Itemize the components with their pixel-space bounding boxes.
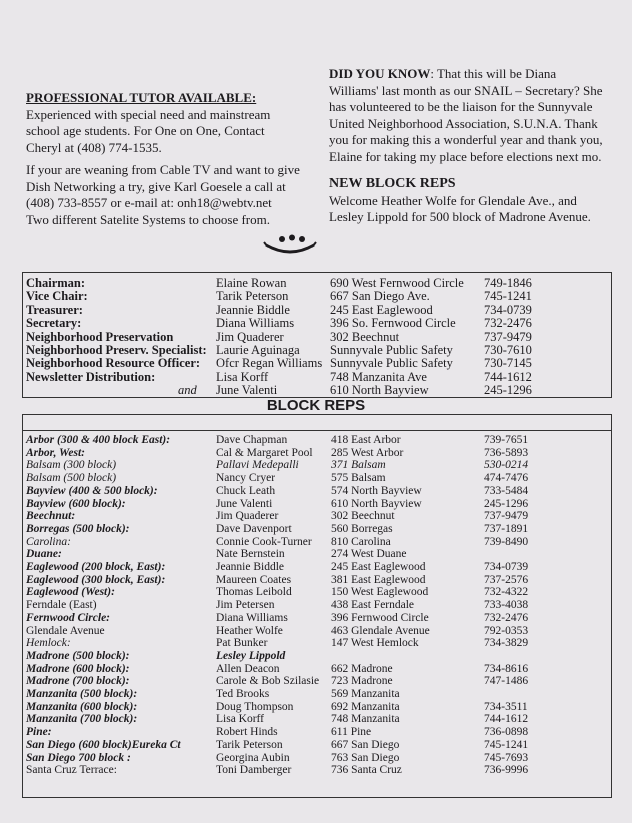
block-rep-phone: 732-2476 bbox=[484, 611, 529, 624]
block-rep-address: 748 Manzanita bbox=[331, 713, 400, 726]
block-rep-address: 723 Madrone bbox=[331, 675, 393, 688]
block-rep-name: Cal & Margaret Pool bbox=[216, 446, 313, 459]
block-rep-name: Heather Wolfe bbox=[216, 624, 283, 637]
block-rep-area: Duane: bbox=[26, 548, 62, 561]
block-rep-name: Nancy Cryer bbox=[216, 472, 276, 485]
block-rep-row bbox=[23, 498, 611, 511]
tutor-ad bbox=[26, 90, 301, 156]
block-rep-address: 611 Pine bbox=[331, 726, 372, 739]
block-rep-name: Pat Bunker bbox=[216, 637, 268, 650]
block-rep-area: Manzanita (700 block): bbox=[26, 713, 138, 726]
block-rep-area: Madrone (500 block): bbox=[26, 649, 130, 662]
officer-phone: 730-7610 bbox=[484, 343, 532, 357]
block-rep-phone: 745-1241 bbox=[484, 738, 529, 751]
officer-role: Neighborhood Preservation bbox=[26, 329, 174, 344]
block-rep-phone: 734-3511 bbox=[484, 700, 528, 713]
officer-address: 690 West Fernwood Circle bbox=[330, 276, 464, 290]
block-rep-phone: 734-3829 bbox=[484, 637, 529, 650]
block-rep-name: Dave Davenport bbox=[216, 522, 292, 535]
block-rep-area: Pine: bbox=[26, 726, 52, 739]
block-rep-name: Pallavi Medepalli bbox=[216, 459, 299, 472]
block-rep-name: Tarik Peterson bbox=[216, 738, 283, 751]
block-rep-address: 575 Balsam bbox=[331, 472, 386, 485]
block-rep-area: Arbor, West: bbox=[26, 446, 86, 459]
officer-role: Vice Chair: bbox=[26, 289, 88, 304]
dyk-heading: DID YOU KNOW bbox=[329, 66, 431, 81]
block-rep-phone: 245-1296 bbox=[484, 497, 529, 510]
tutor-line-3: Cheryl at (408) 774-1535. bbox=[26, 139, 162, 155]
block-rep-name: Doug Thompson bbox=[216, 700, 294, 713]
block-rep-name: Lesley Lippold bbox=[216, 649, 286, 662]
officer-phone: 245-1296 bbox=[484, 383, 532, 398]
block-rep-address: 574 North Bayview bbox=[331, 484, 422, 497]
block-rep-address: 610 North Bayview bbox=[331, 497, 422, 510]
new-reps-line-1: Welcome Heather Wolfe for Glendale Ave., and bbox=[329, 192, 577, 208]
block-rep-row bbox=[23, 447, 611, 460]
block-rep-phone: 530-0214 bbox=[484, 459, 529, 472]
block-rep-row bbox=[23, 561, 611, 574]
tutor-heading: PROFESSIONAL TUTOR AVAILABLE: bbox=[26, 90, 257, 105]
block-rep-address: 147 West Hemlock bbox=[331, 637, 419, 650]
block-rep-phone: 737-1891 bbox=[484, 522, 529, 535]
block-rep-row bbox=[23, 701, 611, 714]
block-rep-area: San Diego (600 block)Eureka Ct bbox=[26, 738, 181, 751]
officer-address: 610 North Bayview bbox=[330, 383, 429, 398]
dyk-line-2: Williams' last month as our SNAIL – Secretary? She bbox=[329, 82, 603, 98]
block-rep-name: Ted Brooks bbox=[216, 688, 270, 700]
block-rep-area: Manzanita (600 block): bbox=[26, 700, 138, 713]
block-rep-area: San Diego 700 block : bbox=[26, 751, 131, 764]
block-rep-row bbox=[23, 752, 611, 765]
block-reps-table bbox=[22, 414, 612, 798]
block-rep-phone: 792-0353 bbox=[484, 624, 529, 637]
block-rep-row bbox=[23, 764, 611, 777]
block-rep-address: 150 West Eaglewood bbox=[331, 586, 429, 599]
dish-ad bbox=[26, 162, 301, 228]
block-rep-area: Manzanita (500 block): bbox=[26, 688, 138, 700]
block-rep-area: Borregas (500 block): bbox=[26, 522, 130, 535]
officer-role: and bbox=[178, 383, 197, 398]
officer-address: Sunnyvale Public Safety bbox=[330, 356, 453, 371]
officer-address: Sunnyvale Public Safety bbox=[330, 343, 453, 357]
dyk-line-6: Elaine for taking my place before elections next mo. bbox=[329, 148, 602, 164]
block-rep-area: Madrone (600 block): bbox=[26, 662, 130, 675]
block-rep-row bbox=[23, 726, 611, 739]
block-rep-address: 285 West Arbor bbox=[331, 446, 404, 459]
block-reps-divider bbox=[23, 415, 611, 431]
block-rep-address: 692 Manzanita bbox=[331, 700, 400, 713]
block-rep-phone: 734-0739 bbox=[484, 561, 529, 573]
block-rep-name: Robert Hinds bbox=[216, 726, 278, 739]
block-rep-area: Eaglewood (300 block, East): bbox=[26, 573, 166, 586]
officers-table bbox=[22, 272, 612, 398]
officer-address: 396 So. Fernwood Circle bbox=[330, 316, 456, 331]
block-rep-address: 463 Glendale Avenue bbox=[331, 624, 430, 637]
dish-line-2: Dish Networking a try, give Karl Goesele a call at bbox=[26, 178, 286, 194]
block-rep-row bbox=[23, 523, 611, 536]
block-rep-phone: 733-4038 bbox=[484, 599, 529, 612]
block-rep-name: Nate Bernstein bbox=[216, 548, 285, 561]
smiley-face-icon bbox=[262, 233, 318, 257]
officer-name: Tarik Peterson bbox=[216, 289, 289, 304]
block-rep-address: 438 East Ferndale bbox=[331, 599, 415, 612]
block-rep-name: Dave Chapman bbox=[216, 434, 288, 446]
block-rep-address: 810 Carolina bbox=[331, 535, 391, 548]
block-rep-row bbox=[23, 459, 611, 472]
block-rep-phone: 737-2576 bbox=[484, 573, 529, 586]
block-rep-phone: 744-1612 bbox=[484, 713, 529, 726]
block-rep-area: Bayview (600 block): bbox=[26, 497, 126, 510]
officer-address: 302 Beechnut bbox=[330, 329, 400, 344]
block-rep-row bbox=[23, 625, 611, 638]
officer-role: Chairman: bbox=[26, 276, 86, 290]
dish-line-3: (408) 733-8557 or e-mail at: onh18@webtv.net bbox=[26, 195, 272, 210]
officer-name: Jim Quaderer bbox=[216, 329, 284, 344]
block-rep-name: Chuck Leath bbox=[216, 484, 276, 497]
block-rep-row bbox=[23, 510, 611, 523]
block-rep-area: Balsam (500 block) bbox=[26, 472, 117, 485]
block-rep-phone: 745-7693 bbox=[484, 751, 529, 764]
block-rep-row bbox=[23, 739, 611, 752]
block-rep-name: Diana Williams bbox=[216, 611, 288, 624]
new-reps-line-2: Lesley Lippold for 500 block of Madrone Avenue. bbox=[329, 209, 591, 224]
officer-name: Diana Williams bbox=[216, 316, 295, 331]
block-rep-name: June Valenti bbox=[216, 497, 273, 510]
block-rep-address: 763 San Diego bbox=[331, 751, 400, 764]
officer-name: Jeannie Biddle bbox=[216, 302, 290, 317]
block-rep-address: 274 West Duane bbox=[331, 548, 407, 561]
dish-line-4: Two different Satelite Systems to choose from. bbox=[26, 211, 270, 227]
block-rep-name: Lisa Korff bbox=[216, 713, 265, 726]
block-rep-row bbox=[23, 637, 611, 650]
officer-role: Newsletter Distribution: bbox=[26, 369, 156, 384]
block-rep-row bbox=[23, 472, 611, 485]
new-reps-heading: NEW BLOCK REPS bbox=[329, 176, 456, 191]
dyk-line-5: you for making this a wonderful year and thank you, bbox=[329, 132, 603, 147]
block-rep-address: 381 East Eaglewood bbox=[331, 573, 426, 586]
block-rep-row bbox=[23, 713, 611, 726]
block-rep-area: Hemlock: bbox=[26, 637, 71, 650]
block-rep-address: 667 San Diego bbox=[331, 738, 400, 751]
block-reps-title: BLOCK REPS bbox=[266, 397, 366, 414]
officer-address: 245 East Eaglewood bbox=[330, 302, 433, 317]
block-rep-address: 569 Manzanita bbox=[331, 688, 400, 700]
block-rep-area: Fernwood Circle: bbox=[26, 611, 111, 624]
block-rep-phone: 736-5893 bbox=[484, 446, 529, 459]
block-rep-address: 662 Madrone bbox=[331, 662, 393, 675]
block-rep-name: Jim Petersen bbox=[216, 599, 275, 612]
officer-role: Secretary: bbox=[26, 316, 82, 331]
officer-phone: 744-1612 bbox=[484, 369, 532, 384]
block-rep-phone: 732-4322 bbox=[484, 586, 529, 599]
block-rep-row bbox=[23, 434, 611, 447]
block-rep-row bbox=[23, 663, 611, 676]
block-rep-area: Arbor (300 & 400 block East): bbox=[26, 434, 171, 446]
officer-address: 748 Manzanita Ave bbox=[330, 369, 427, 384]
block-rep-area: Ferndale (East) bbox=[26, 599, 97, 612]
new-block-reps bbox=[329, 176, 611, 226]
block-rep-row bbox=[23, 548, 611, 561]
officer-role: Neighborhood Preserv. Specialist: bbox=[26, 343, 207, 357]
block-rep-address: 245 East Eaglewood bbox=[331, 561, 426, 573]
block-rep-address: 418 East Arbor bbox=[331, 434, 401, 446]
block-rep-phone: 737-9479 bbox=[484, 510, 529, 523]
block-rep-row bbox=[23, 536, 611, 549]
dyk-line-4: United Neighborhood Association, S.U.N.A. Thank bbox=[329, 115, 598, 131]
block-rep-name: Thomas Leibold bbox=[216, 586, 292, 599]
officer-name: Laurie Aguinaga bbox=[216, 343, 300, 357]
block-rep-phone: 736-0898 bbox=[484, 726, 529, 739]
block-rep-name: Jeannie Biddle bbox=[216, 561, 285, 573]
block-rep-phone: 733-5484 bbox=[484, 484, 529, 497]
officer-role: Neighborhood Resource Officer: bbox=[26, 356, 201, 371]
block-rep-row bbox=[23, 675, 611, 688]
block-rep-area: Beechnut: bbox=[26, 510, 76, 523]
block-rep-row bbox=[23, 574, 611, 587]
block-rep-area: Madrone (700 block): bbox=[26, 675, 130, 688]
block-rep-address: 302 Beechnut bbox=[331, 510, 395, 523]
did-you-know bbox=[329, 66, 611, 165]
officer-name: June Valenti bbox=[216, 383, 278, 398]
block-rep-phone: 474-7476 bbox=[484, 472, 529, 485]
block-rep-phone: 739-7651 bbox=[484, 434, 529, 446]
block-rep-area: Carolina: bbox=[26, 535, 71, 548]
officer-name: Elaine Rowan bbox=[216, 276, 287, 290]
block-rep-phone: 747-1486 bbox=[484, 675, 529, 688]
officer-address: 667 San Diego Ave. bbox=[330, 289, 430, 304]
block-rep-area: Balsam (300 block) bbox=[26, 459, 117, 472]
block-rep-row bbox=[23, 650, 611, 663]
dyk-line-1: DID YOU KNOW: That this will be Diana bbox=[329, 66, 557, 81]
officer-phone: 734-0739 bbox=[484, 302, 532, 317]
block-rep-row bbox=[23, 586, 611, 599]
dish-line-1: If your are weaning from Cable TV and want to give bbox=[26, 162, 300, 177]
block-rep-name: Connie Cook-Turner bbox=[216, 535, 312, 548]
block-rep-area: Bayview (400 & 500 block): bbox=[26, 484, 158, 497]
block-rep-address: 736 Santa Cruz bbox=[331, 764, 402, 777]
block-rep-address: 560 Borregas bbox=[331, 522, 393, 535]
block-rep-name: Maureen Coates bbox=[216, 573, 292, 586]
block-rep-row bbox=[23, 485, 611, 498]
officer-name: Lisa Korff bbox=[216, 369, 269, 384]
tutor-line-1: Experienced with special need and mainstream bbox=[26, 106, 271, 122]
block-rep-row bbox=[23, 688, 611, 701]
block-rep-phone: 734-8616 bbox=[484, 662, 529, 675]
block-rep-area: Glendale Avenue bbox=[26, 624, 105, 637]
block-rep-name: Allen Deacon bbox=[216, 662, 280, 675]
officer-phone: 730-7145 bbox=[484, 356, 532, 371]
block-rep-row bbox=[23, 612, 611, 625]
block-rep-name: Georgina Aubin bbox=[216, 751, 290, 764]
block-rep-address: 371 Balsam bbox=[331, 459, 386, 472]
dyk-line-3: has volunteered to be the liaison for the Sunnyvale bbox=[329, 99, 593, 114]
block-rep-area: Eaglewood (200 block, East): bbox=[26, 561, 166, 573]
officer-phone: 732-2476 bbox=[484, 316, 532, 331]
block-rep-phone: 739-8490 bbox=[484, 535, 529, 548]
officer-role: Treasurer: bbox=[26, 302, 83, 317]
block-rep-area: Santa Cruz Terrace: bbox=[26, 764, 117, 777]
officer-phone: 745-1241 bbox=[484, 289, 532, 304]
block-rep-phone: 736-9996 bbox=[484, 764, 529, 777]
officer-phone: 737-9479 bbox=[484, 329, 532, 344]
officer-name: Ofcr Regan Williams bbox=[216, 356, 323, 371]
tutor-line-2: school age students. For One on One, Contact bbox=[26, 123, 265, 138]
block-rep-area: Eaglewood (West): bbox=[26, 586, 115, 599]
block-rep-name: Carole & Bob Szilasie bbox=[216, 675, 320, 688]
block-rep-address: 396 Fernwood Circle bbox=[331, 611, 429, 624]
block-rep-row bbox=[23, 599, 611, 612]
officer-phone: 749-1846 bbox=[484, 276, 532, 290]
block-rep-name: Toni Damberger bbox=[216, 764, 292, 777]
block-rep-name: Jim Quaderer bbox=[216, 510, 279, 523]
